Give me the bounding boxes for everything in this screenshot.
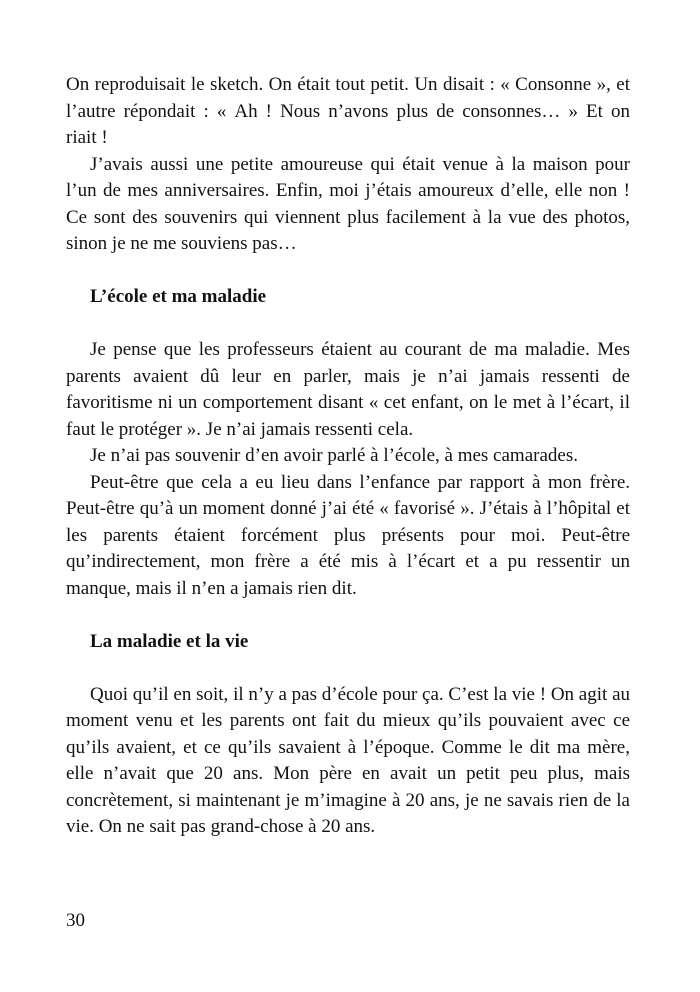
paragraph: Quoi qu’il en soit, il n’y a pas d’école pour ça. C’est la vie ! On agit au moment venu et les parents ont fait du mieux qu’ils pouvaient avec ce qu’ils avaient, et ce qu’ils savaient à l’époque. Comme le dit ma mère, elle n’avait que 20 ans. Mon père en avait un petit peu plus, mais concrètement, si maintenant je m’imagine à 20 ans, je ne savais rien de la vie. On ne sait pas grand-chose à 20 ans. (66, 683, 630, 837)
paragraph: Je pense que les professeurs étaient au courant de ma maladie. Mes parents avaient dû leur en parler, mais je n’ai jamais ressenti de favoritisme ni un comportement disant « cet enfant, on le met à l’écart, il faut le protéger ». Je n’ai jamais ressenti cela. (66, 339, 630, 440)
page-text-block (66, 72, 630, 841)
section-heading: L’école et ma maladie (90, 286, 267, 307)
section-heading: La maladie et la vie (90, 630, 249, 652)
paragraph: Je n’ai pas souvenir d’en avoir parlé à l’école, à mes camarades. (90, 445, 578, 466)
paragraph: On reproduisait le sketch. On était tout petit. Un disait : « Consonne », et l’autre répondait : « Ah ! Nous n’avons plus de consonnes… » Et on riait ! (66, 74, 630, 148)
page-number: 30 (66, 910, 85, 931)
paragraph: Peut-être que cela a eu lieu dans l’enfance par rapport à mon frère. Peut-être qu’à un moment donné j’ai été « favorisé ». J’étais à l’hôpital et les parents étaient forcément plus présents pour moi. Peut-être qu’indirectement, mon frère a été mis à l’écart et a pu ressentir un manque, mais il n’en a jamais rien dit. (66, 471, 630, 599)
paragraph: J’avais aussi une petite amoureuse qui était venue à la maison pour l’un de mes anniversaires. Enfin, moi j’étais amoureux d’elle, elle non ! Ce sont des souvenirs qui viennent plus facilement à la vue des photos, sinon je ne me souviens pas… (66, 153, 630, 254)
